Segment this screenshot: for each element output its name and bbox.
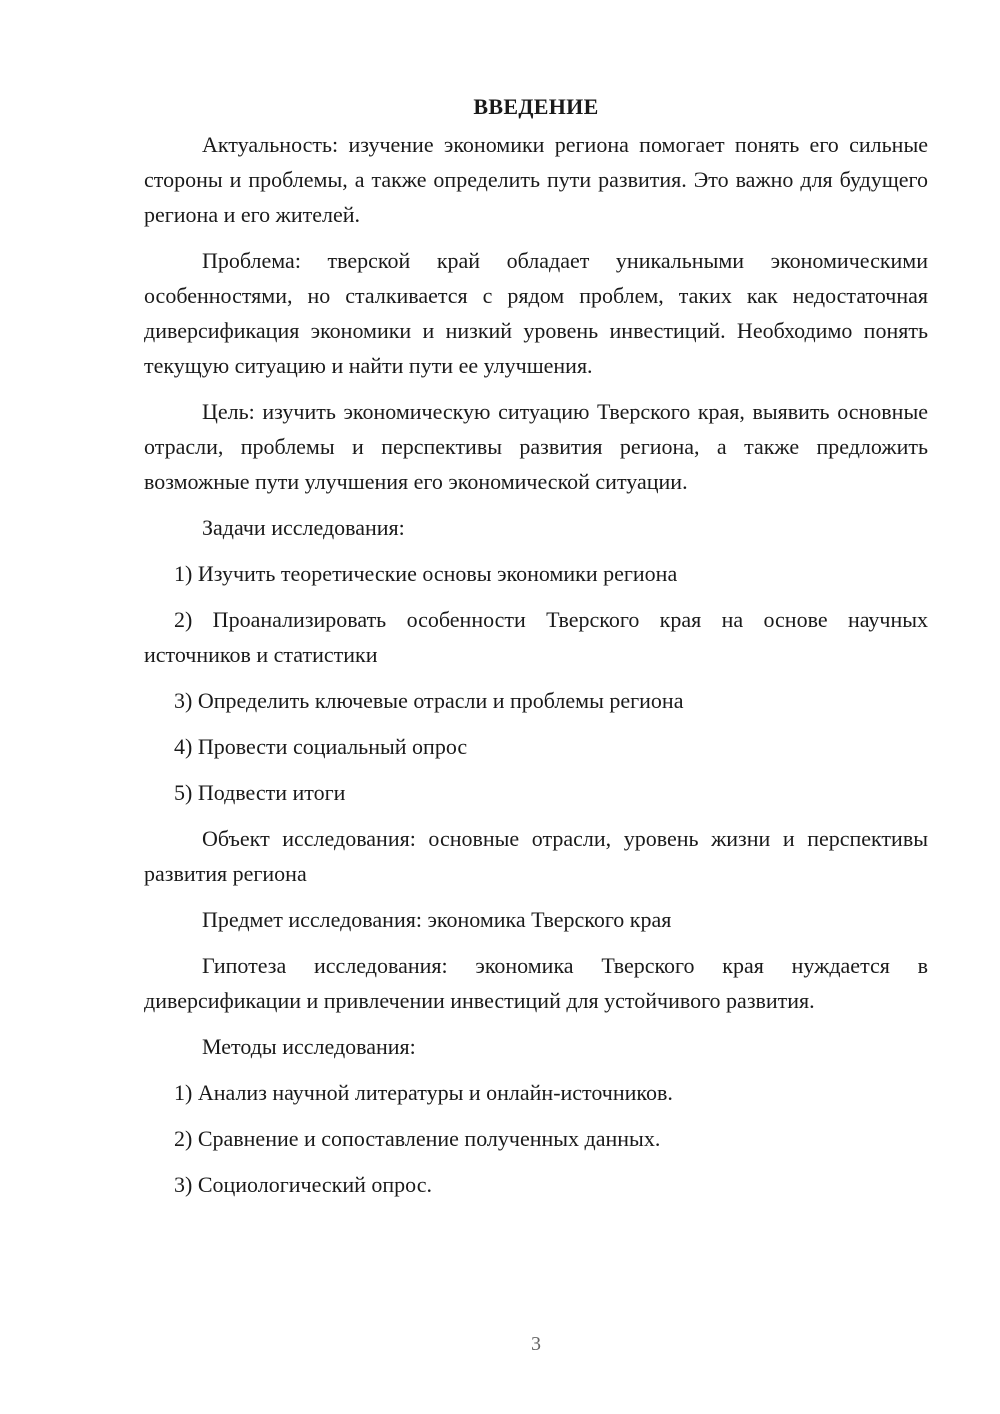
task-item: 2) Проанализировать особенности Тверского края на основе научных источников и статистики	[144, 607, 928, 667]
hypothesis-paragraph: Гипотеза исследования: экономика Тверского края нуждается в диверсификации и привлечении инвестиций для устойчивого развития.	[144, 953, 928, 1013]
relevance-paragraph: Актуальность: изучение экономики региона помогает понять его сильные стороны и проблемы, а также определить пути развития. Это важно для будущего региона и его жителей.	[144, 132, 928, 227]
page-number: 3	[531, 1333, 541, 1355]
methods-title: Методы исследования:	[202, 1034, 416, 1059]
document-page	[144, 92, 928, 1213]
section-heading: ВВЕДЕНИЕ	[473, 94, 599, 119]
method-item: 3) Социологический опрос.	[174, 1172, 432, 1197]
task-item: 1) Изучить теоретические основы экономики региона	[174, 561, 678, 586]
task-item: 4) Провести социальный опрос	[174, 734, 468, 759]
task-item: 5) Подвести итоги	[174, 780, 346, 805]
tasks-title: Задачи исследования:	[202, 515, 405, 540]
method-item: 2) Сравнение и сопоставление полученных данных.	[174, 1126, 661, 1151]
object-paragraph: Объект исследования: основные отрасли, уровень жизни и перспективы развития региона	[144, 826, 928, 886]
problem-paragraph: Проблема: тверской край обладает уникальными экономическими особенностями, но сталкивается с рядом проблем, таких как недостаточная диверсификация экономики и низкий уровень инвестиций. Необходимо понять текущую ситуацию и найти пути ее улучшения.	[144, 248, 928, 378]
task-item: 3) Определить ключевые отрасли и проблемы региона	[174, 688, 684, 713]
subject-paragraph: Предмет исследования: экономика Тверского края	[202, 907, 672, 932]
goal-paragraph: Цель: изучить экономическую ситуацию Тверского края, выявить основные отрасли, проблемы и перспективы развития региона, а также предложить возможные пути улучшения его экономической ситуации.	[144, 399, 928, 494]
method-item: 1) Анализ научной литературы и онлайн-источников.	[174, 1080, 673, 1105]
